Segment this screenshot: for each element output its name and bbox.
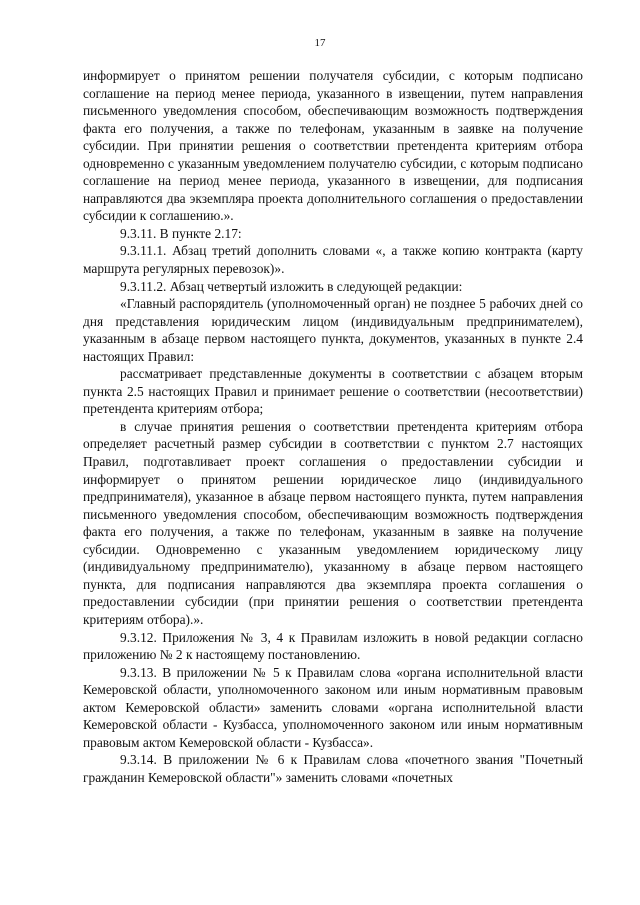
paragraph-9-3-12: 9.3.12. Приложения № 3, 4 к Правилам изложить в новой редакции согласно приложению № 2 к настоящему постановлению. [83,629,583,663]
paragraph-review-documents: рассматривает представленные документы в соответствии с абзацем вторым пункта 2.5 настоящих Правил и принимает решение о соответствии (несоответствии) претендента критериям отбора; [83,366,583,417]
paragraph-9-3-13: 9.3.13. В приложении № 5 к Правилам слова «органа исполнительной власти Кемеровской области, уполномоченного законом или иным нормативным правовым актом Кемеровской области» заменить словами «органа исполнительной власти Кемеровской области - Кузбасса, уполномоченного законом или иным нормативным правовым актом Кемеровской области - Кузбасса». [83,664,583,750]
paragraph-9-3-11-1: 9.3.11.1. Абзац третий дополнить словами «, а также копию контракта (карту маршрута регулярных перевозок)». [83,243,583,277]
paragraph-9-3-11-2: 9.3.11.2. Абзац четвертый изложить в следующей редакции: [120,278,463,294]
page-number: 17 [314,37,326,49]
paragraph-decision-case: в случае принятия решения о соответствии претендента критериям отбора определяет расчетный размер субсидии в соответствии с пунктом 2.7 настоящих Правил, подготавливает проект соглашения о предоставлении субсидии и информирует о принятом решении юридическое лицо (индивидуального предпринимателя), указанное в абзаце первом настоящего пункта, путем направления письменного уведомления способом, обеспечивающим возможность подтверждения факта его получения, а также по телефонам, указанным в заявке на получение субсидии. Одновременно с указанным уведомлением юридическому лицу (индивидуальному предпринимателю), указанному в абзаце первом настоящего пункта, для подписания направляются два экземпляра проекта соглашения о предоставлении субсидии (при принятии решения о соответствии претендента критериям отбора).». [83,418,583,627]
paragraph-9-3-14: 9.3.14. В приложении № 6 к Правилам слова «почетного звания "Почетный гражданин Кемеровской области"» заменить словами «почетных [83,752,583,785]
paragraph-quote-main-manager: «Главный распорядитель (уполномоченный орган) не позднее 5 рабочих дней со дня представления юридическим лицом (индивидуальным предпринимателем), указанным в абзаце первом настоящего пункта, документов, указанных в пункте 2.4 настоящих Правил: [83,296,583,364]
document-body [83,67,583,786]
paragraph-continued: информирует о принятом решении получателя субсидии, с которым подписано соглашение на период менее периода, указанного в извещении, путем направления письменного уведомления способом, обеспечивающим возможность подтверждения факта его получения, а также по телефонам, указанным в заявке на получение субсидии. При принятии решения о соответствии претендента критериям отбора одновременно с указанным уведомлением получателю субсидии, с которым подписано соглашение на период менее периода, указанного в извещении, для подписания направляются два экземпляра проекта дополнительного соглашения о предоставлении субсидии к соглашению.». [83,68,583,224]
paragraph-9-3-11: 9.3.11. В пункте 2.17: [120,225,242,241]
